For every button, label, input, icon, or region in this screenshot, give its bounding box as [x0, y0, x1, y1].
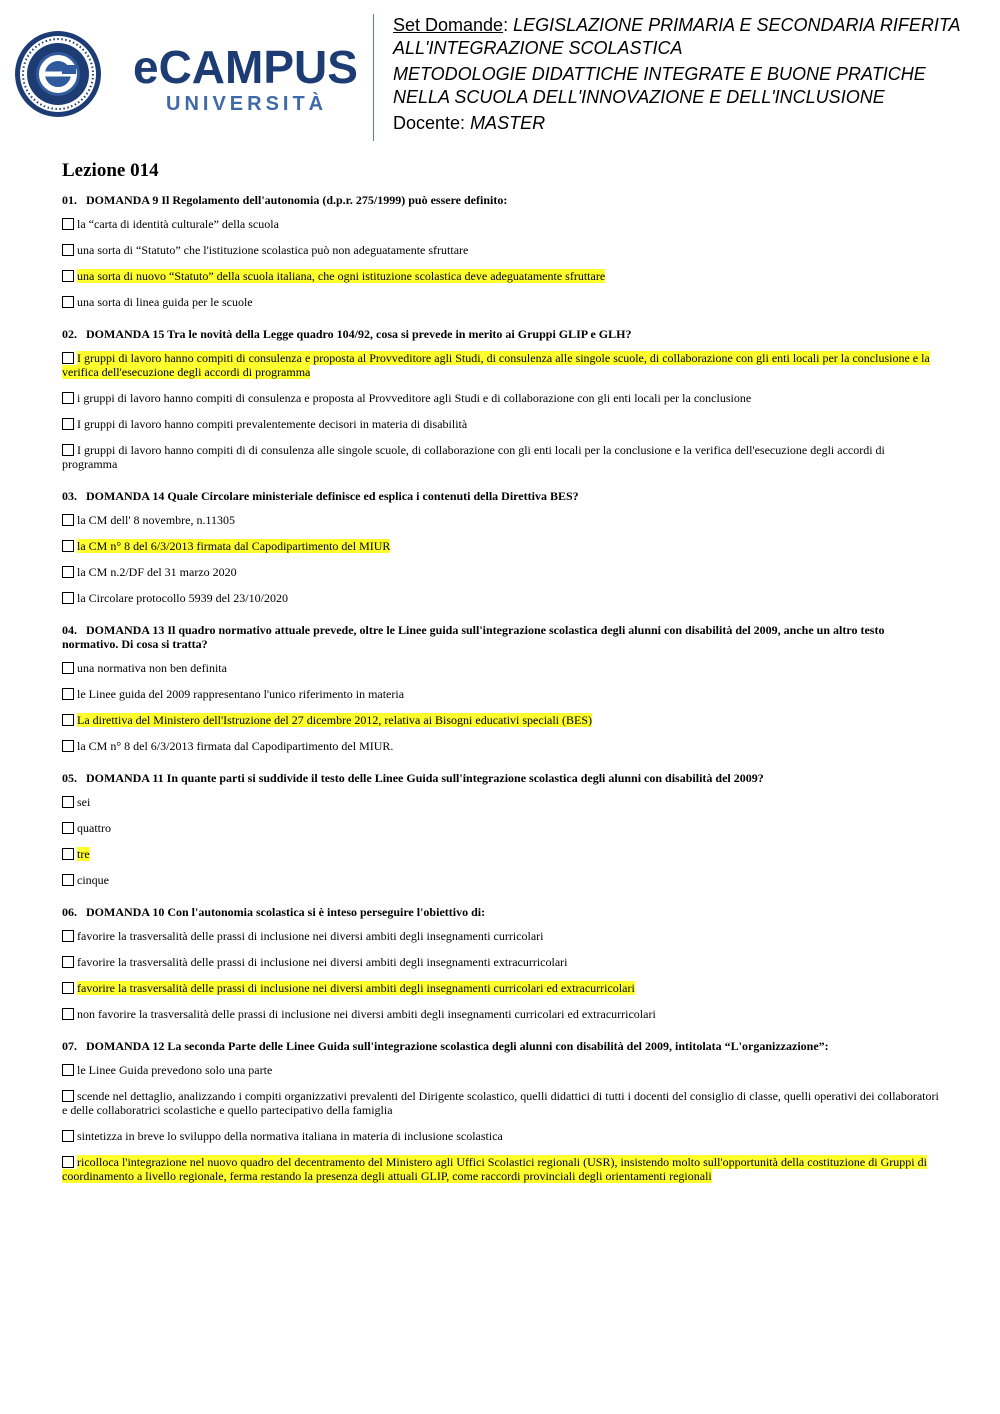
answer-text: le Linee guida del 2009 rappresentano l'unico riferimento in materia	[77, 687, 405, 701]
teacher-name: MASTER	[470, 113, 546, 133]
answer-checkbox[interactable]	[62, 874, 74, 886]
answer-option[interactable]	[62, 1129, 940, 1143]
answer-text: quattro	[77, 821, 111, 835]
answer-checkbox[interactable]	[62, 540, 74, 552]
answer-text: i gruppi di lavoro hanno compiti di consulenza e proposta al Provveditore agli Studi e di collaborazione con gli enti locali per la conclusione	[77, 391, 752, 405]
question-label: DOMANDA 14 Quale Circolare ministeriale definisce ed esplica i contenuti della Direttiva BES?	[86, 489, 579, 503]
answer-text: I gruppi di lavoro hanno compiti di di consulenza alle singole scuole, di collaborazione con gli enti locali per la conclusione e la verifica dell'esecuzione degli accordi di programma	[62, 443, 885, 471]
question-item	[62, 623, 940, 753]
answer-checkbox[interactable]	[62, 714, 74, 726]
correct-answer-text: una sorta di nuovo “Statuto” della scuola italiana, che ogni istituzione scolastica deve adeguatamente sfruttare	[77, 269, 606, 283]
answer-option[interactable]	[62, 1089, 940, 1117]
answer-option[interactable]	[62, 847, 940, 861]
answer-text: favorire la trasversalità delle prassi di inclusione nei diversi ambiti degli insegnamenti extracurricolari	[77, 955, 568, 969]
question-item	[62, 771, 940, 887]
answer-option[interactable]	[62, 1007, 940, 1021]
answer-text: una normativa non ben definita	[77, 661, 227, 675]
answer-checkbox[interactable]	[62, 796, 74, 808]
answer-option[interactable]	[62, 391, 940, 405]
answer-checkbox[interactable]	[62, 352, 74, 364]
answer-option[interactable]	[62, 739, 940, 753]
answer-option[interactable]	[62, 821, 940, 835]
page-header	[0, 0, 1000, 150]
correct-answer-text: La direttiva del Ministero dell'Istruzione del 27 dicembre 2012, relativa ai Bisogni educativi speciali (BES)	[77, 713, 593, 727]
answer-option[interactable]	[62, 873, 940, 887]
answer-text: la CM dell' 8 novembre, n.11305	[77, 513, 236, 527]
question-number: 06.	[62, 905, 77, 919]
answer-checkbox[interactable]	[62, 662, 74, 674]
answer-option[interactable]	[62, 565, 940, 579]
answer-option[interactable]	[62, 269, 940, 283]
answer-option[interactable]	[62, 591, 940, 605]
answer-option[interactable]	[62, 661, 940, 675]
answer-text: una sorta di “Statuto” che l'istituzione scolastica può non adeguatamente sfruttare	[77, 243, 469, 257]
answer-option[interactable]	[62, 687, 940, 701]
answer-text: la “carta di identità culturale” della scuola	[77, 217, 279, 231]
question-text	[62, 327, 940, 341]
question-text	[62, 623, 940, 651]
question-list	[62, 193, 940, 1183]
answer-checkbox[interactable]	[62, 688, 74, 700]
lesson-content	[62, 158, 940, 1201]
answer-text: scende nel dettaglio, analizzando i compiti organizzativi prevalenti del Dirigente scolastico, quelli didattici di tutti i docenti del consiglio di classe, quelli operativi dei collaboratori e delle collaboratrici scolastiche e quello partecipativo della famiglia	[62, 1089, 939, 1117]
answer-text: favorire la trasversalità delle prassi di inclusione nei diversi ambiti degli insegnamenti curricolari	[77, 929, 544, 943]
question-item	[62, 905, 940, 1021]
answer-checkbox[interactable]	[62, 740, 74, 752]
question-text	[62, 771, 940, 785]
answer-text: la Circolare protocollo 5939 del 23/10/2020	[77, 591, 288, 605]
answer-checkbox[interactable]	[62, 930, 74, 942]
correct-answer-text: tre	[77, 847, 90, 861]
question-item	[62, 1039, 940, 1183]
answer-checkbox[interactable]	[62, 514, 74, 526]
question-number: 04.	[62, 623, 77, 637]
question-text	[62, 193, 940, 207]
set-title-line-1: Set Domande: LEGISLAZIONE PRIMARIA E SECONDARIA RIFERITA	[393, 15, 961, 35]
answer-text: sei	[77, 795, 91, 809]
question-label: DOMANDA 12 La seconda Parte delle Linee Guida sull'integrazione scolastica degli alunni con disabilità del 2009, intitolata “L'organizzazione”:	[86, 1039, 829, 1053]
answer-checkbox[interactable]	[62, 1064, 74, 1076]
answer-option[interactable]	[62, 217, 940, 231]
answer-checkbox[interactable]	[62, 1008, 74, 1020]
answer-text: I gruppi di lavoro hanno compiti prevalentemente decisori in materia di disabilità	[77, 417, 468, 431]
answer-checkbox[interactable]	[62, 444, 74, 456]
answer-checkbox[interactable]	[62, 244, 74, 256]
question-text	[62, 905, 940, 919]
answer-text: cinque	[77, 873, 109, 887]
answer-option[interactable]	[62, 417, 940, 431]
answer-option[interactable]	[62, 981, 940, 995]
question-text	[62, 489, 940, 503]
correct-answer-text: la CM n° 8 del 6/3/2013 firmata dal Capodipartimento del MIUR	[77, 539, 391, 553]
answer-checkbox[interactable]	[62, 296, 74, 308]
answer-checkbox[interactable]	[62, 218, 74, 230]
answer-checkbox[interactable]	[62, 1156, 74, 1168]
answer-option[interactable]	[62, 713, 940, 727]
question-label: DOMANDA 9 Il Regolamento dell'autonomia (d.p.r. 275/1999) può essere definito:	[86, 193, 508, 207]
set-title-line-4: NELLA SCUOLA DELL'INNOVAZIONE E DELL'INCLUSIONE	[393, 86, 885, 107]
ecampus-seal-icon	[15, 31, 101, 117]
question-number: 02.	[62, 327, 77, 341]
question-label: DOMANDA 15 Tra le novità della Legge quadro 104/92, cosa si prevede in merito ai Gruppi GLIP e GLH?	[86, 327, 632, 341]
question-number: 07.	[62, 1039, 77, 1053]
question-number: 03.	[62, 489, 77, 503]
header-divider	[373, 14, 374, 141]
logo-brand: eCAMPUS	[133, 41, 358, 93]
answer-text: non favorire la trasversalità delle prassi di inclusione nei diversi ambiti degli insegnamenti curricolari ed extracurricolari	[77, 1007, 656, 1021]
answer-option[interactable]	[62, 929, 940, 943]
lesson-title: Lezione 014	[62, 160, 159, 181]
answer-checkbox[interactable]	[62, 566, 74, 578]
answer-option[interactable]	[62, 1063, 940, 1077]
answer-option[interactable]	[62, 351, 940, 379]
set-title-1: LEGISLAZIONE PRIMARIA E SECONDARIA RIFERITA	[513, 15, 961, 35]
question-number: 01.	[62, 193, 77, 207]
answer-text: sintetizza in breve lo sviluppo della normativa italiana in materia di inclusione scolastica	[77, 1129, 503, 1143]
question-label: DOMANDA 11 In quante parti si suddivide il testo delle Linee Guida sull'integrazione scolastica degli alunni con disabilità del 2009?	[86, 771, 764, 785]
answer-checkbox[interactable]	[62, 270, 74, 282]
answer-option[interactable]	[62, 795, 940, 809]
correct-answer-text: I gruppi di lavoro hanno compiti di consulenza e proposta al Provveditore agli Studi, di consulenza alle singole scuole, di collaborazione con gli enti locali per la conclusione e la verifica dell'esecuzione degli accordi di programma	[62, 351, 930, 379]
set-label: Set Domande	[393, 15, 504, 35]
answer-option[interactable]	[62, 443, 940, 471]
question-number: 05.	[62, 771, 77, 785]
header-info	[393, 14, 993, 135]
answer-text: le Linee Guida prevedono solo una parte	[77, 1063, 273, 1077]
teacher-line	[393, 112, 993, 135]
answer-option[interactable]	[62, 955, 940, 969]
question-item	[62, 327, 940, 471]
answer-text: la CM n° 8 del 6/3/2013 firmata dal Capodipartimento del MIUR.	[77, 739, 394, 753]
answer-checkbox[interactable]	[62, 1130, 74, 1142]
ecampus-logo	[15, 28, 360, 120]
correct-answer-text: ricolloca l'integrazione nel nuovo quadro del decentramento del Ministero agli Uffici Scolastici regionali (USR), insistendo molto sull'opportunità della costituzione di Gruppi di coordinamento a livello regionale, ferma restando la presenza degli attuali GLIP, come raccordi provinciali degli orientamenti regionali	[62, 1155, 927, 1183]
question-item	[62, 489, 940, 605]
answer-text: la CM n.2/DF del 31 marzo 2020	[77, 565, 237, 579]
answer-checkbox[interactable]	[62, 822, 74, 834]
logo-subtitle: UNIVERSITÀ	[166, 93, 328, 115]
teacher-label: Docente:	[393, 113, 466, 133]
answer-option[interactable]	[62, 539, 940, 553]
answer-checkbox[interactable]	[62, 392, 74, 404]
answer-checkbox[interactable]	[62, 982, 74, 994]
answer-option[interactable]	[62, 243, 940, 257]
answer-option[interactable]	[62, 513, 940, 527]
answer-checkbox[interactable]	[62, 592, 74, 604]
question-item	[62, 193, 940, 309]
answer-checkbox[interactable]	[62, 848, 74, 860]
answer-option[interactable]	[62, 1155, 940, 1183]
answer-checkbox[interactable]	[62, 956, 74, 968]
question-label: DOMANDA 10 Con l'autonomia scolastica si è inteso perseguire l'obiettivo di:	[86, 905, 486, 919]
question-label: DOMANDA 13 Il quadro normativo attuale prevede, oltre le Linee guida sull'integrazione scolastica degli alunni con disabilità del 2009, anche un altro testo normativo. Di cosa si tratta?	[62, 623, 885, 651]
answer-option[interactable]	[62, 295, 940, 309]
set-title-line-3: METODOLOGIE DIDATTICHE INTEGRATE E BUONE PRATICHE	[393, 64, 926, 84]
set-title-line-2: ALL'INTEGRAZIONE SCOLASTICA	[393, 37, 683, 58]
question-text	[62, 1039, 940, 1053]
correct-answer-text: favorire la trasversalità delle prassi di inclusione nei diversi ambiti degli insegnamenti curricolari ed extracurricolari	[77, 981, 635, 995]
answer-checkbox[interactable]	[62, 1090, 74, 1102]
answer-checkbox[interactable]	[62, 418, 74, 430]
answer-text: una sorta di linea guida per le scuole	[77, 295, 253, 309]
